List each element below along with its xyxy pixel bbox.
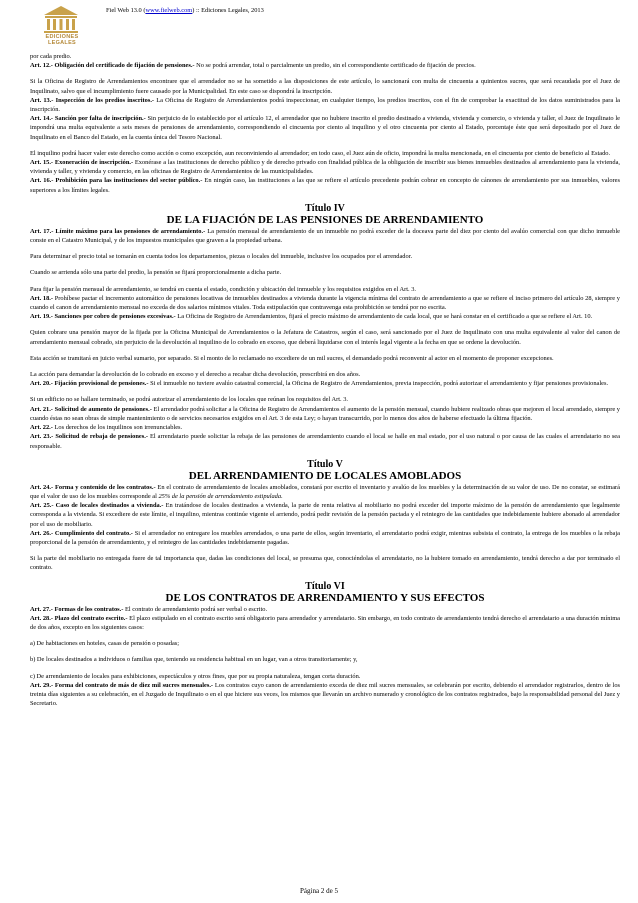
paragraph-text: c) De arrendamiento de locales para exhibiciones, espectáculos y otros fines, que por su propia naturaleza, tengan corta duración. — [30, 672, 361, 680]
article-heading: Art. 19.- Sanciones por cobro de pensiones excesivas.- — [30, 313, 176, 321]
article-paragraph — [30, 61, 620, 70]
article-paragraph — [30, 432, 620, 450]
body-paragraph — [30, 395, 620, 404]
paragraph-text: Para fijar la pensión mensual de arrendamiento, se tendrá en cuenta el estado, condición y ubicación del inmueble y los requisitos exigidos en el Art. 3. — [30, 285, 416, 293]
body-paragraph — [30, 672, 620, 681]
article-heading: Art. 18.- — [30, 294, 54, 302]
body-paragraph — [30, 52, 620, 61]
paragraph-text: Para determinar el precio total se tomarán en cuenta todos los departamentos, piezas o locales del inmueble, inclusive los ocupados por el arrendador. — [30, 253, 413, 261]
paragraph-text: La acción para demandar la devolución de lo cobrado en exceso y el derecho a recabar dicha devolución, prescribirá en dos años. — [30, 371, 361, 379]
article-paragraph — [30, 294, 620, 312]
title-heading: DE LOS CONTRATOS DE ARRENDAMIENTO Y SUS EFECTOS — [165, 591, 485, 604]
article-heading: Art. 25.- Caso de locales destinados a vivienda.- — [30, 502, 164, 510]
paragraph-text: La Oficina de Registro de Arrendamientos, fijará el precio máximo de arrendamiento de cada local, que se hará constar en el certificado a que se refiere el Art. 10. — [175, 313, 593, 321]
article-paragraph — [30, 423, 620, 432]
body-paragraph — [30, 77, 620, 95]
logo-text: EDICIONES LEGALES — [45, 34, 79, 46]
paragraph-text: Sin perjuicio de lo establecido por el artículo 12, el arrendador que no hubiere inscrito el predio destinado a vivienda, vivienda y comercio, o vivienda y taller, el Juez de Inquilinato le impondrá una multa equivalente a seis meses de pensiones de arrendamiento, correspondiendo el cincuenta por ciento al inquilino y el otro cincuenta por ciento al Estado, porcentaje éste que será depositado por el Juez de Inquilinato en el Banco del Estado, en la cuenta única del Tesoro Nacional. — [30, 115, 620, 141]
article-paragraph — [30, 501, 620, 529]
title-number: Título VI — [305, 580, 345, 592]
document-body — [30, 52, 620, 708]
paragraph-text: Quien cobrare una pensión mayor de la fijada por la Oficina Municipal de Arrendamientos o la Jefatura de Catastros, según el caso, será sancionado por el Juez de Inquilinato con una multa equivalente al valor del canon de arrendamiento mensual cobrado, sin perjuicio de la devolución al inquilino de lo cobrado en exceso, que deberá liquidarse con el interés legal vigente a la fecha en que se ordene la devolución. — [30, 329, 620, 346]
paragraph-text: El plazo estipulado en el contrato escrito será obligatorio para arrendador y arrendatario. Sin embargo, en todo contrato de arrendamiento tendrá derecho el arrendatario a una duración mínima de dos años, excepto en los siguientes casos: — [30, 614, 620, 631]
body-paragraph — [30, 554, 620, 572]
fielweb-link[interactable]: www.fielweb.com — [145, 7, 193, 14]
article-paragraph — [30, 96, 620, 114]
body-paragraph — [30, 285, 620, 294]
paragraph-text: El contrato de arrendamiento podrá ser verbal o escrito. — [123, 605, 268, 613]
article-heading: Art. 20.- Fijación provisional de pensiones.- — [30, 380, 149, 388]
article-paragraph — [30, 681, 620, 709]
article-heading: Art. 23.- Solicitud de rebaja de pensiones.- — [30, 433, 148, 441]
article-heading: Art. 13.- Inspección de los predios inscritos.- — [30, 96, 155, 104]
body-paragraph — [30, 149, 620, 158]
article-paragraph — [30, 114, 620, 142]
paragraph-text: Prohíbese pactar el incremento automático de pensiones locativas de inmuebles destinados a vivienda durante la vigencia mínima del contrato de arrendamiento a que se refiere el inciso primero del artículo 28, siempre y cuando el canon de arrendamiento mensual no exceda de dos salarios mínimos vitales. Toda estipulación que contravenga esta prohibición se tendrá por no escrita. — [30, 294, 620, 312]
paragraph-text: El arrendador podrá solicitar a la Oficina de Registro de Arrendamientos el aumento de la pensión mensual, cuando hubiere realizado obras que mejoren el local arrendado, siempre y cuando éstas no sean obras de simple mantenimiento o de servicios necesarios exigidos en el Art. 3 de esta Ley; o hayan transcurrido, por lo menos dos años de haberse efectuado la última fijación. — [30, 405, 620, 422]
paragraph-text: Si el arrendador no entregare los muebles arrendados, o una parte de ellos, según inventario, el arrendatario podrá exigir, mientras subsista el contrato, la entrega de los muebles o la rebaja proporcional de la pensión de arrendamiento, y el reintegro de las cantidades indebidamente pagadas. — [30, 529, 620, 546]
title-heading: DEL ARRENDAMIENTO DE LOCALES AMOBLADOS — [188, 469, 462, 482]
article-heading: Art. 16.- Prohibición para las instituciones del sector público.- — [30, 177, 203, 185]
article-paragraph — [30, 158, 620, 176]
article-heading: Art. 14.- Sanción por falta de inscripción.- — [30, 115, 146, 123]
article-paragraph — [30, 227, 620, 245]
article-heading: Art. 29.- Forma del contrato de más de diez mil sucres mensuales.- — [30, 681, 214, 689]
title-heading: DE LA FIJACIÓN DE LAS PENSIONES DE ARRENDAMIENTO — [166, 213, 484, 226]
page-number: Página 2 de 5 — [300, 887, 338, 895]
paragraph-text: Si el inmueble no tuviere avalúo catastral comercial, la Oficina de Registro de Arrendamientos, previa inspección, podrá autorizar el arrendamiento y fijar pensiones provisionales. — [148, 380, 609, 388]
italic-text: 25% de la pensión de arrendamiento estipulada. — [158, 492, 283, 500]
body-paragraph — [30, 268, 620, 277]
paragraph-text: a) De habitaciones en hoteles, casas de pensión o posadas; — [30, 640, 180, 648]
article-paragraph — [30, 614, 620, 632]
article-heading: Art. 12.- Obligación del certificado de fijación de pensiones.- — [30, 62, 195, 70]
article-paragraph — [30, 176, 620, 194]
body-paragraph — [30, 639, 620, 648]
paragraph-text: El arrendatario puede solicitar la rebaja de las pensiones de arrendamiento cuando el local se halle en mal estado, por el uso natural o por causa de las cuales el arrendatario no sea responsable. — [30, 433, 620, 450]
paragraph-text: Los derechos de los inquilinos son irrenunciables. — [52, 424, 183, 432]
body-paragraph — [30, 354, 620, 363]
paragraph-text: Si la parte del mobiliario no entregada fuere de tal importancia que, dadas las condiciones del local, se presuma que, conociéndolas el arrendatario, no la hubiere tomado en arrendamiento, tendrá derecho a dar por terminado el contrato. — [30, 555, 620, 572]
body-paragraph — [30, 252, 620, 261]
paragraph-text: La pensión mensual de arrendamiento de un inmueble no podrá exceder de la doceava parte del diez por ciento del avalúo comercial con que dicho inmueble conste en el Catastro Municipal, y de los impuestos municipales que graven a la propiedad urbana. — [30, 227, 620, 245]
paragraph-text: Los contratos cuyo canon de arrendamiento exceda de diez mil sucres mensuales, se celebrarán por escrito, debiendo el arrendador registrarlos, dentro de los treinta días siguientes a su celebración, en el Juzgado de Inquilinato o en el que hiciere sus veces, los mismos que llevarán un archivo numerado y cronológico de los contratos registrados, bajo la responsabilidad personal del Juez y Secretario. — [30, 681, 620, 708]
ediciones-legales-logo — [30, 4, 92, 50]
paragraph-text: En el contrato de arrendamiento de locales amoblados, constará por escrito el inventario y avalúo de los muebles y la determinación de su valor de uso. De no constar, se estimará que el valor de uso de los muebles corresponde al — [30, 483, 621, 500]
article-heading: Art. 24.- Forma y contenido de los contratos.- — [30, 483, 156, 491]
page-header — [30, 4, 620, 50]
paragraph-text: Cuando se arrienda sólo una parte del predio, la pensión se fijará proporcionalmente a dicha parte. — [30, 269, 282, 277]
paragraph-text: El inquilino podrá hacer valer este derecho como acción o como excepción, aun reconviniendo al arrendador; en todo caso, el Juez aún de oficio, impondrá la multa mencionada, en el cincuenta por ciento de beneficio al Estado. — [30, 149, 611, 157]
header-source-line: Fiel Web 13.0 (www.fielweb.com) :: Ediciones Legales, 2013 — [106, 7, 264, 14]
article-heading: Art. 27.- Formas de los contratos.- — [30, 605, 124, 613]
article-heading: Art. 17.- Límite máximo para las pensiones de arrendamiento.- — [30, 227, 206, 235]
paragraph-text: La Oficina de Registro de Arrendamientos podrá inspeccionar, en cualquier tiempo, los predios inscritos, con el fin de comprobar la exactitud de los datos suministrados para la inscripción. — [30, 96, 620, 114]
article-paragraph — [30, 405, 620, 423]
article-heading: Art. 15.- Exoneración de inscripción.- — [30, 159, 134, 167]
paragraph-text: Si un edificio no se hallare terminado, se podrá autorizar el arrendamiento de los locales que reúnan los requisitos del Art. 3. — [30, 396, 349, 404]
article-heading: Art. 28.- Plazo del contrato escrito.- — [30, 614, 128, 622]
paragraph-text: En ningún caso, las instituciones a las que se refiere el artículo precedente podrán cobrar en concepto de cánones de arrendamiento por sus inmuebles, valores superiores a los límites legales. — [30, 177, 620, 194]
body-paragraph — [30, 370, 620, 379]
article-heading: Art. 21.- Solicitud de aumento de pensiones.- — [30, 405, 152, 413]
title-number: Título IV — [305, 202, 345, 214]
paragraph-text: No se podrá arrendar, total o parcialmente un predio, sin el correspondiente certificado de fijación de precios. — [194, 62, 476, 70]
paragraph-text: b) De locales destinados a individuos o familias que, teniendo su residencia habitual en un lugar, van a otros transitoriamente; y, — [30, 656, 358, 664]
article-heading: Art. 22.- — [30, 424, 53, 432]
paragraph-text: Si la Oficina de Registro de Arrendamientos encontrare que el arrendador no se ha sometido a las disposiciones de este artículo, lo sancionará con multa de cincuenta a quinientos sucres, que será recaudada por el Juez de Inquilinato, salvo que el incumplimiento fuere causado por la Municipalidad. En este caso se dispondrá la inscripción. — [30, 78, 620, 95]
article-paragraph — [30, 379, 620, 388]
title-number: Título V — [307, 458, 343, 470]
paragraph-text: Esta acción se tramitará en juicio verbal sumario, por separado. Si el monto de lo reclamado no excediere de un mil sucres, el demandado podrá reconvenir al actor en el momento de proponer excepciones. — [30, 354, 554, 362]
paragraph-text: por cada predio. — [30, 53, 72, 60]
body-paragraph — [30, 655, 620, 664]
body-paragraph — [30, 328, 620, 346]
paragraph-text: Exonérase a las instituciones de derecho público y de derecho privado con finalidad pública de la obligación de inscribir sus bienes inmuebles destinados al arrendamiento para la vivienda, vivienda y taller, y vivienda y comercio, en las oficinas de Registro de Arrendamientos de las municipalidades. — [30, 159, 621, 176]
article-paragraph — [30, 529, 620, 547]
article-paragraph — [30, 483, 620, 501]
article-heading: Art. 26.- Cumplimiento del contrato.- — [30, 529, 133, 537]
article-paragraph — [30, 312, 620, 321]
paragraph-text: En tratándose de locales destinados a vivienda, la parte de renta relativa al mobiliario no podrá exceder del importe máximo de la pensión de arrendamiento que legalmente corresponda a la vivienda. Si excediere de este límite, el inquilino, mientras continúe vigente el arriendo, podrá pedir revisión de la pensión pactada y el reintegro de las cantidades que indebidamente hubiere abonado al arrendador por el uso de mobiliario. — [30, 502, 620, 528]
article-paragraph — [30, 605, 620, 614]
